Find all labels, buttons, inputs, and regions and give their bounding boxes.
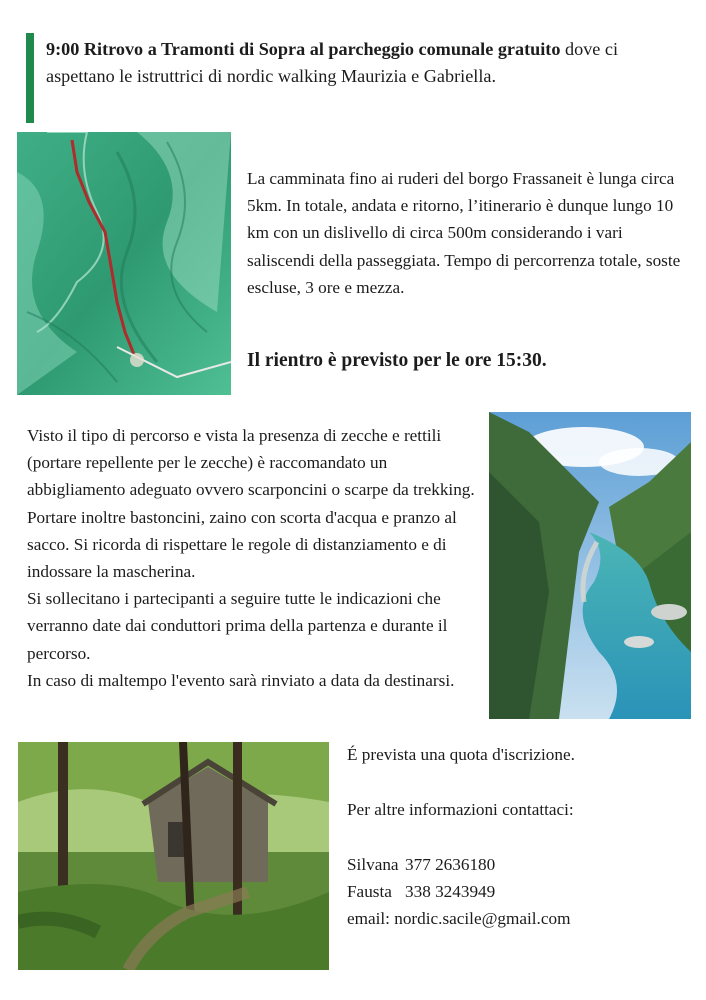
route-map-image [17, 132, 231, 395]
contact-phone[interactable]: 338 3243949 [405, 882, 496, 902]
rules-paragraph: Visto il tipo di percorso e vista la presenza di zecche e rettili (portare repellente per le zecche) è raccomandato un abbigliamento adeguato ovvero scarponcini o scarpe da trekking. Portare inoltre bastoncini, zaino con scorta d'acqua e pranzo al sacco. Si ricorda di rispettare le regole di distanziamento e di indossare la mascherina. [27, 426, 475, 582]
contacts [347, 851, 570, 933]
meeting-time-place: 9:00 Ritrovo a Tramonti di Sopra al parcheggio comunale gratuito [46, 39, 561, 59]
contact-name: Fausta [347, 882, 392, 902]
river-valley-image [489, 412, 691, 719]
contact-phone[interactable]: 377 2636180 [405, 855, 496, 874]
contact-row [347, 878, 570, 905]
info-label: Per altre informazioni contattaci: [347, 800, 574, 819]
rules-paragraph: Si sollecitano i partecipanti a seguire tutte le indicazioni che verranno date dai conduttori prima della partenza e durante il percorso. [27, 589, 448, 663]
accent-bar [26, 33, 34, 123]
rules-paragraph: In caso di maltempo l'evento sarà rinviato a data da destinarsi. [27, 670, 455, 690]
contact-email[interactable]: email: nordic.sacile@gmail.com [347, 909, 571, 929]
return-time: Il rientro è previsto per le ore 15:30. [247, 350, 547, 371]
contact-name: Silvana [347, 855, 399, 874]
meeting-instructors: dove ci aspettano le istruttrici di nordic walking Maurizia e Gabriella. [46, 39, 619, 86]
rules-section [27, 422, 487, 694]
meeting-info [46, 36, 666, 89]
registration-fee: É prevista una quota d'iscrizione. [347, 745, 575, 764]
walk-description: La camminata fino ai ruderi del borgo Frassaneit è lunga circa 5km. In totale, andata e ritorno, l’itinerario è dunque lungo 10 km con un dislivello di circa 500m considerando i vari saliscendi della passeggiata. Tempo di percorrenza totale, soste escluse, 3 ore e mezza. [247, 169, 681, 297]
contact-row [347, 851, 570, 878]
forest-ruins-image [18, 742, 329, 970]
